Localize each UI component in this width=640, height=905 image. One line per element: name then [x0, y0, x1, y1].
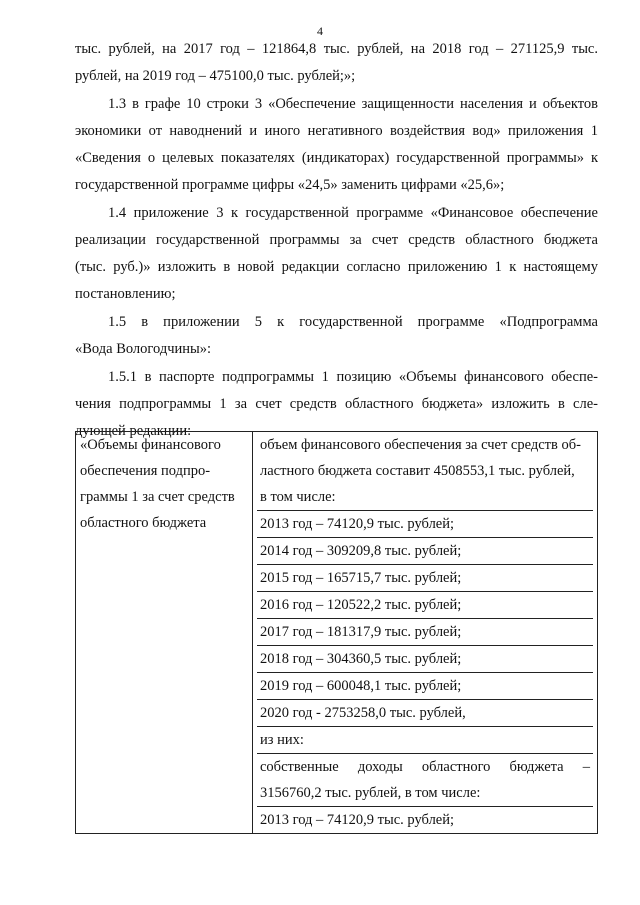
cell-line: 2014 год – 309209,8 тыс. рублей;	[257, 538, 593, 565]
text-line: государственной программе цифры «24,5» заменить цифрами «25,6»;	[75, 177, 505, 193]
text-line: 1.4 приложение 3 к государственной программе «Финансовое обеспечение	[108, 205, 598, 221]
text-line: 1.3 в графе 10 строки 3 «Обеспечение защищенности населения и объектов	[108, 96, 598, 112]
text-line: (тыс. руб.)» изложить в новой редакции согласно приложению 1 к настоящему	[75, 259, 598, 275]
cell-line: ластного бюджета составит 4508553,1 тыс. рублей,	[260, 463, 575, 479]
cell-line: граммы 1 за счет средств	[80, 489, 235, 505]
cell-line: 2015 год – 165715,7 тыс. рублей;	[257, 565, 593, 592]
cell-line: 2020 год - 2753258,0 тыс. рублей,	[257, 700, 593, 727]
text-line: «Сведения о целевых показателях (индикаторах) государственной программы» к	[75, 150, 598, 166]
cell-line: в том числе:	[257, 484, 593, 511]
cell-line: 2018 год – 304360,5 тыс. рублей;	[257, 646, 593, 673]
cell-line: из них:	[257, 727, 593, 754]
cell-line: обеспечения подпро-	[80, 463, 211, 479]
text-line: рублей, на 2019 год – 475100,0 тыс. рублей;»;	[75, 68, 356, 84]
passport-table	[75, 431, 598, 834]
text-line: экономики от наводнений и иного негативного воздействия вод» приложения 1	[75, 123, 598, 139]
table-row	[76, 432, 598, 834]
text-line: чения подпрограммы 1 за счет средств областного бюджета» изложить в сле-	[75, 396, 598, 412]
paragraph-1-5	[75, 309, 598, 363]
page-number: 4	[317, 24, 323, 38]
cell-line: 2017 год – 181317,9 тыс. рублей;	[257, 619, 593, 646]
document-body	[75, 36, 598, 445]
text-line: 1.5 в приложении 5 к государственной программе «Подпрограмма	[108, 314, 598, 330]
cell-line: 2013 год – 74120,9 тыс. рублей;	[260, 812, 455, 828]
text-line: 1.5.1 в паспорте подпрограммы 1 позицию «Объемы финансового обеспе-	[108, 369, 598, 385]
cell-line: 2019 год – 600048,1 тыс. рублей;	[257, 673, 593, 700]
text-line: «Вода Вологодчины»:	[75, 341, 212, 357]
text-line: постановлению;	[75, 286, 176, 302]
paragraph-1-3	[75, 91, 598, 199]
position-value-cell	[253, 432, 598, 834]
paragraph-1-4	[75, 200, 598, 308]
position-name-cell	[76, 432, 253, 834]
text-line: тыс. рублей, на 2017 год – 121864,8 тыс. рублей, на 2018 год – 271125,9 тыс.	[75, 41, 598, 57]
cell-line: областного бюджета	[80, 515, 207, 531]
cell-line: 2013 год – 74120,9 тыс. рублей;	[257, 511, 593, 538]
cell-line: собственные доходы областного бюджета –	[260, 759, 590, 775]
cell-line: 3156760,2 тыс. рублей, в том числе:	[257, 780, 593, 807]
paragraph-continuation	[75, 36, 598, 90]
cell-line: «Объемы финансового	[80, 437, 221, 453]
cell-line: объем финансового обеспечения за счет средств об-	[260, 437, 581, 453]
text-line: дующей редакции:	[75, 423, 192, 439]
cell-line: 2016 год – 120522,2 тыс. рублей;	[257, 592, 593, 619]
text-line: реализации государственной программы за счет средств областного бюджета	[75, 232, 598, 248]
